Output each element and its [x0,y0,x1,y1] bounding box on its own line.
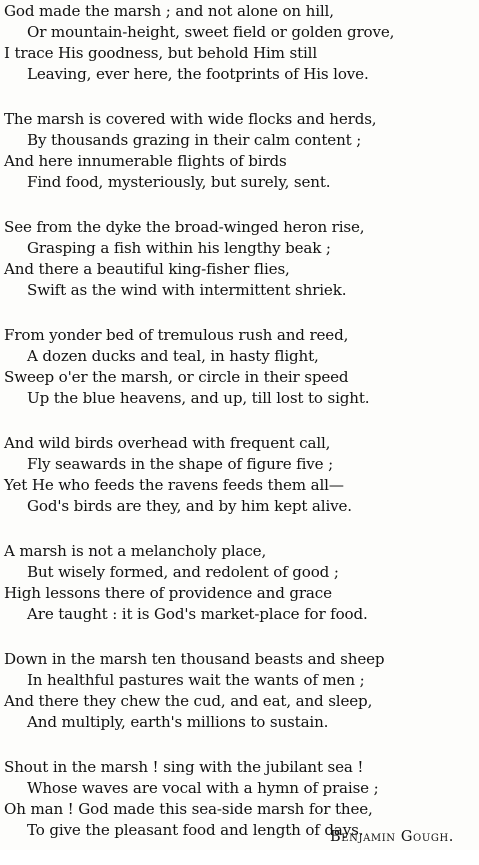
poem-line: See from the dyke the broad-winged heron rise, [4,218,365,236]
poem-line: And there a beautiful king-fisher flies, [4,260,290,278]
poem-line: And here innumerable flights of birds [4,152,287,170]
poem-line: High lessons there of providence and grace [4,584,332,602]
poem-line: But wisely formed, and redolent of good ; [27,563,339,581]
poem-line: I trace His goodness, but behold Him still [4,44,318,62]
stanza-5 [4,433,478,517]
poem-line: God's birds are they, and by him kept alive. [27,497,352,515]
poem-line: Fly seawards in the shape of figure five ; [27,455,334,473]
poem-line: Find food, mysteriously, but surely, sent. [27,173,331,191]
poem-line: Oh man ! God made this sea-side marsh for thee, [4,800,373,818]
poem-line: Whose waves are vocal with a hymn of praise ; [27,779,379,797]
stanza-3 [4,217,478,301]
poem-line: Shout in the marsh ! sing with the jubilant sea ! [4,758,364,776]
poem-line: Leaving, ever here, the footprints of His love. [27,65,369,83]
poem-line: And multiply, earth's millions to sustain. [27,713,329,731]
poem-line: Down in the marsh ten thousand beasts and sheep [4,650,385,668]
poem-line: By thousands grazing in their calm content ; [27,131,362,149]
poem-line: Up the blue heavens, and up, till lost to sight. [27,389,370,407]
poem-line: The marsh is covered with wide flocks and herds, [4,110,377,128]
poem-line: In healthful pastures wait the wants of men ; [27,671,365,689]
stanza-7 [4,649,478,733]
poem-line: To give the pleasant food and length of days. [27,821,364,839]
poem-line: Are taught : it is God's market-place for food. [27,605,368,623]
poem-line: Grasping a fish within his lengthy beak ; [27,239,331,257]
poem-line: A marsh is not a melancholy place, [4,542,267,560]
poem-line: Or mountain-height, sweet field or golden grove, [27,23,395,41]
stanza-1 [4,1,478,85]
poem-line: Swift as the wind with intermittent shriek. [27,281,347,299]
poem-line: Yet He who feeds the ravens feeds them all— [4,476,344,494]
poem-line: And there they chew the cud, and eat, and sleep, [4,692,373,710]
poem-line: A dozen ducks and teal, in hasty flight, [27,347,319,365]
stanza-2 [4,109,478,193]
stanza-4 [4,325,478,409]
poem-body [4,1,478,865]
author-signature: Benjamin Gough. [329,829,454,845]
poem-line: And wild birds overhead with frequent call, [4,434,331,452]
poem-line: God made the marsh ; and not alone on hill, [4,2,334,20]
poem-line: From yonder bed of tremulous rush and reed, [4,326,349,344]
poem-line: Sweep o'er the marsh, or circle in their speed [4,368,349,386]
stanza-6 [4,541,478,625]
